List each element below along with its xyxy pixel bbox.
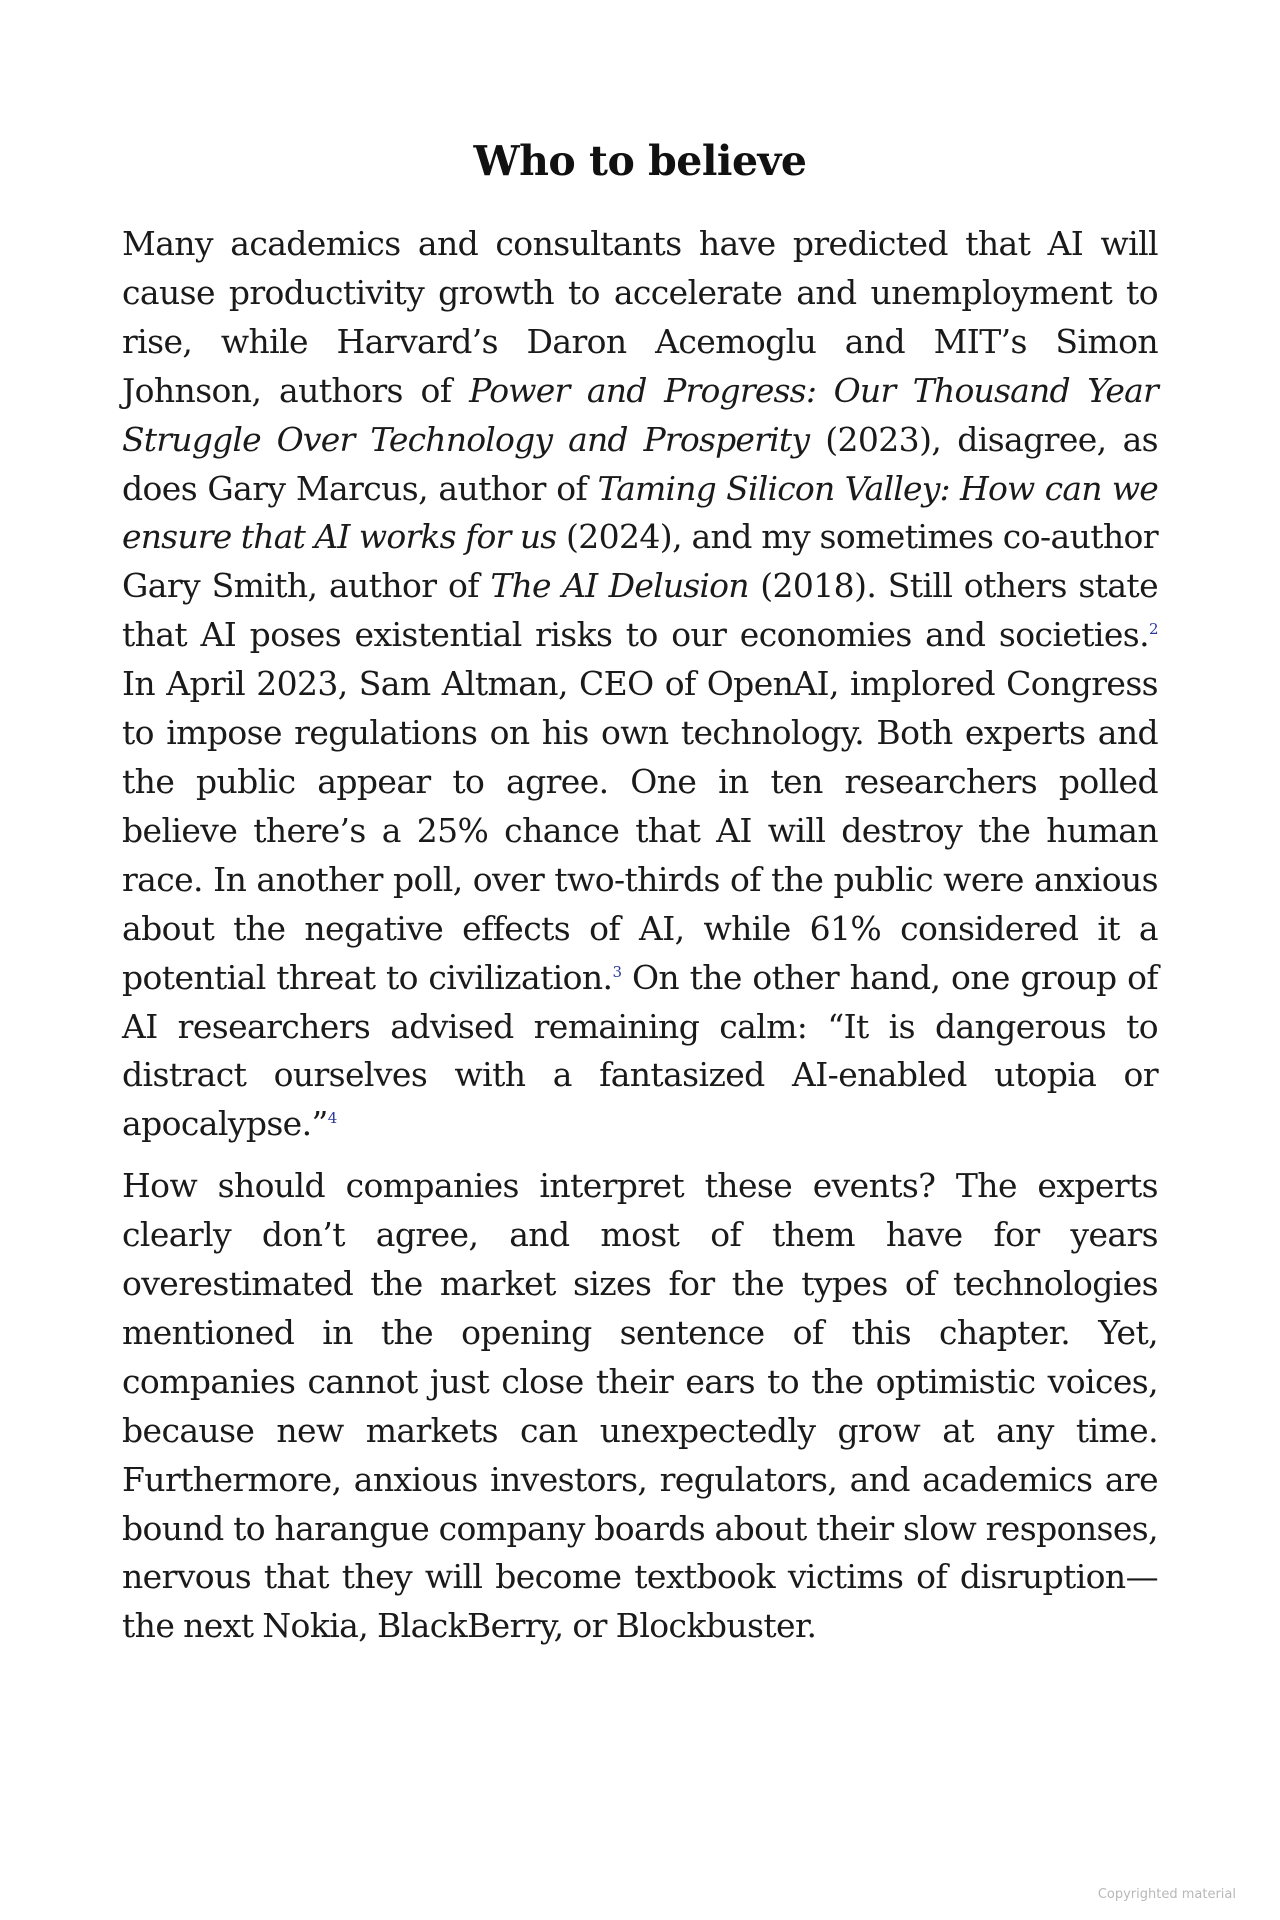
text-segment: (2024), and my sometimes co-author Gary Smith, author of (122, 517, 1158, 606)
footnote-link-4[interactable]: 4 (327, 1109, 337, 1128)
footnote-link-3[interactable]: 3 (612, 962, 622, 981)
book-title-power-and-progress: Power and Progress: Our Thousand Year Struggle Over Technology and Prosperity (122, 370, 1158, 459)
book-title-ai-delusion: The AI Delusion (490, 566, 749, 606)
text-segment: Many academics and consultants have predicted that AI will cause productivity growth to accelerate and unemployment to rise, while Harvard’s Daron Acemoglu and MIT’s Simon Johnson, authors of (122, 224, 1158, 410)
section-heading: Who to believe (473, 137, 807, 185)
page-content (122, 128, 1158, 1664)
paragraph-1 (122, 220, 1158, 1149)
footnote-link-2[interactable]: 2 (1149, 620, 1158, 639)
text-segment: (2023), disagree, as does Gary Marcus, author of (122, 419, 1158, 508)
paragraph-2: How should companies interpret these events? The experts clearly don’t agree, and most of them have for years overestimated the market sizes for the types of technologies mentioned in the opening sentence of this chapter. Yet, companies cannot just close their ears to the optimistic voices, because new markets can unexpectedly grow at any time. Furthermore, anxious investors, regulators, and academics are bound to harangue company boards about their slow responses, nervous that they will become textbook victims of disruption—the next Nokia, BlackBerry, or Blockbuster. (122, 1166, 1158, 1646)
book-title-taming-silicon-valley: Taming Silicon Valley: How can we ensure that AI works for us (122, 468, 1158, 557)
copyright-watermark: Copyrighted material (1097, 1887, 1236, 1902)
text-segment: On the other hand, one group of AI researchers advised remaining calm: “It is dangerous to distract ourselves with a fantasized AI-enabled utopia or apocalypse.” (122, 957, 1158, 1144)
text-segment: In April 2023, Sam Altman, CEO of OpenAI, implored Congress to impose regulations on his own technology. Both experts and the public appear to agree. One in ten researchers polled believe there’s a 25% chance that AI will destroy the human race. In another poll, over two-thirds of the public were anxious about the negative effects of AI, while 61% considered it a potential threat to civilization. (122, 664, 1158, 997)
text-segment: (2018). Still others state that AI poses existential risks to our economies and societies. (122, 566, 1159, 655)
